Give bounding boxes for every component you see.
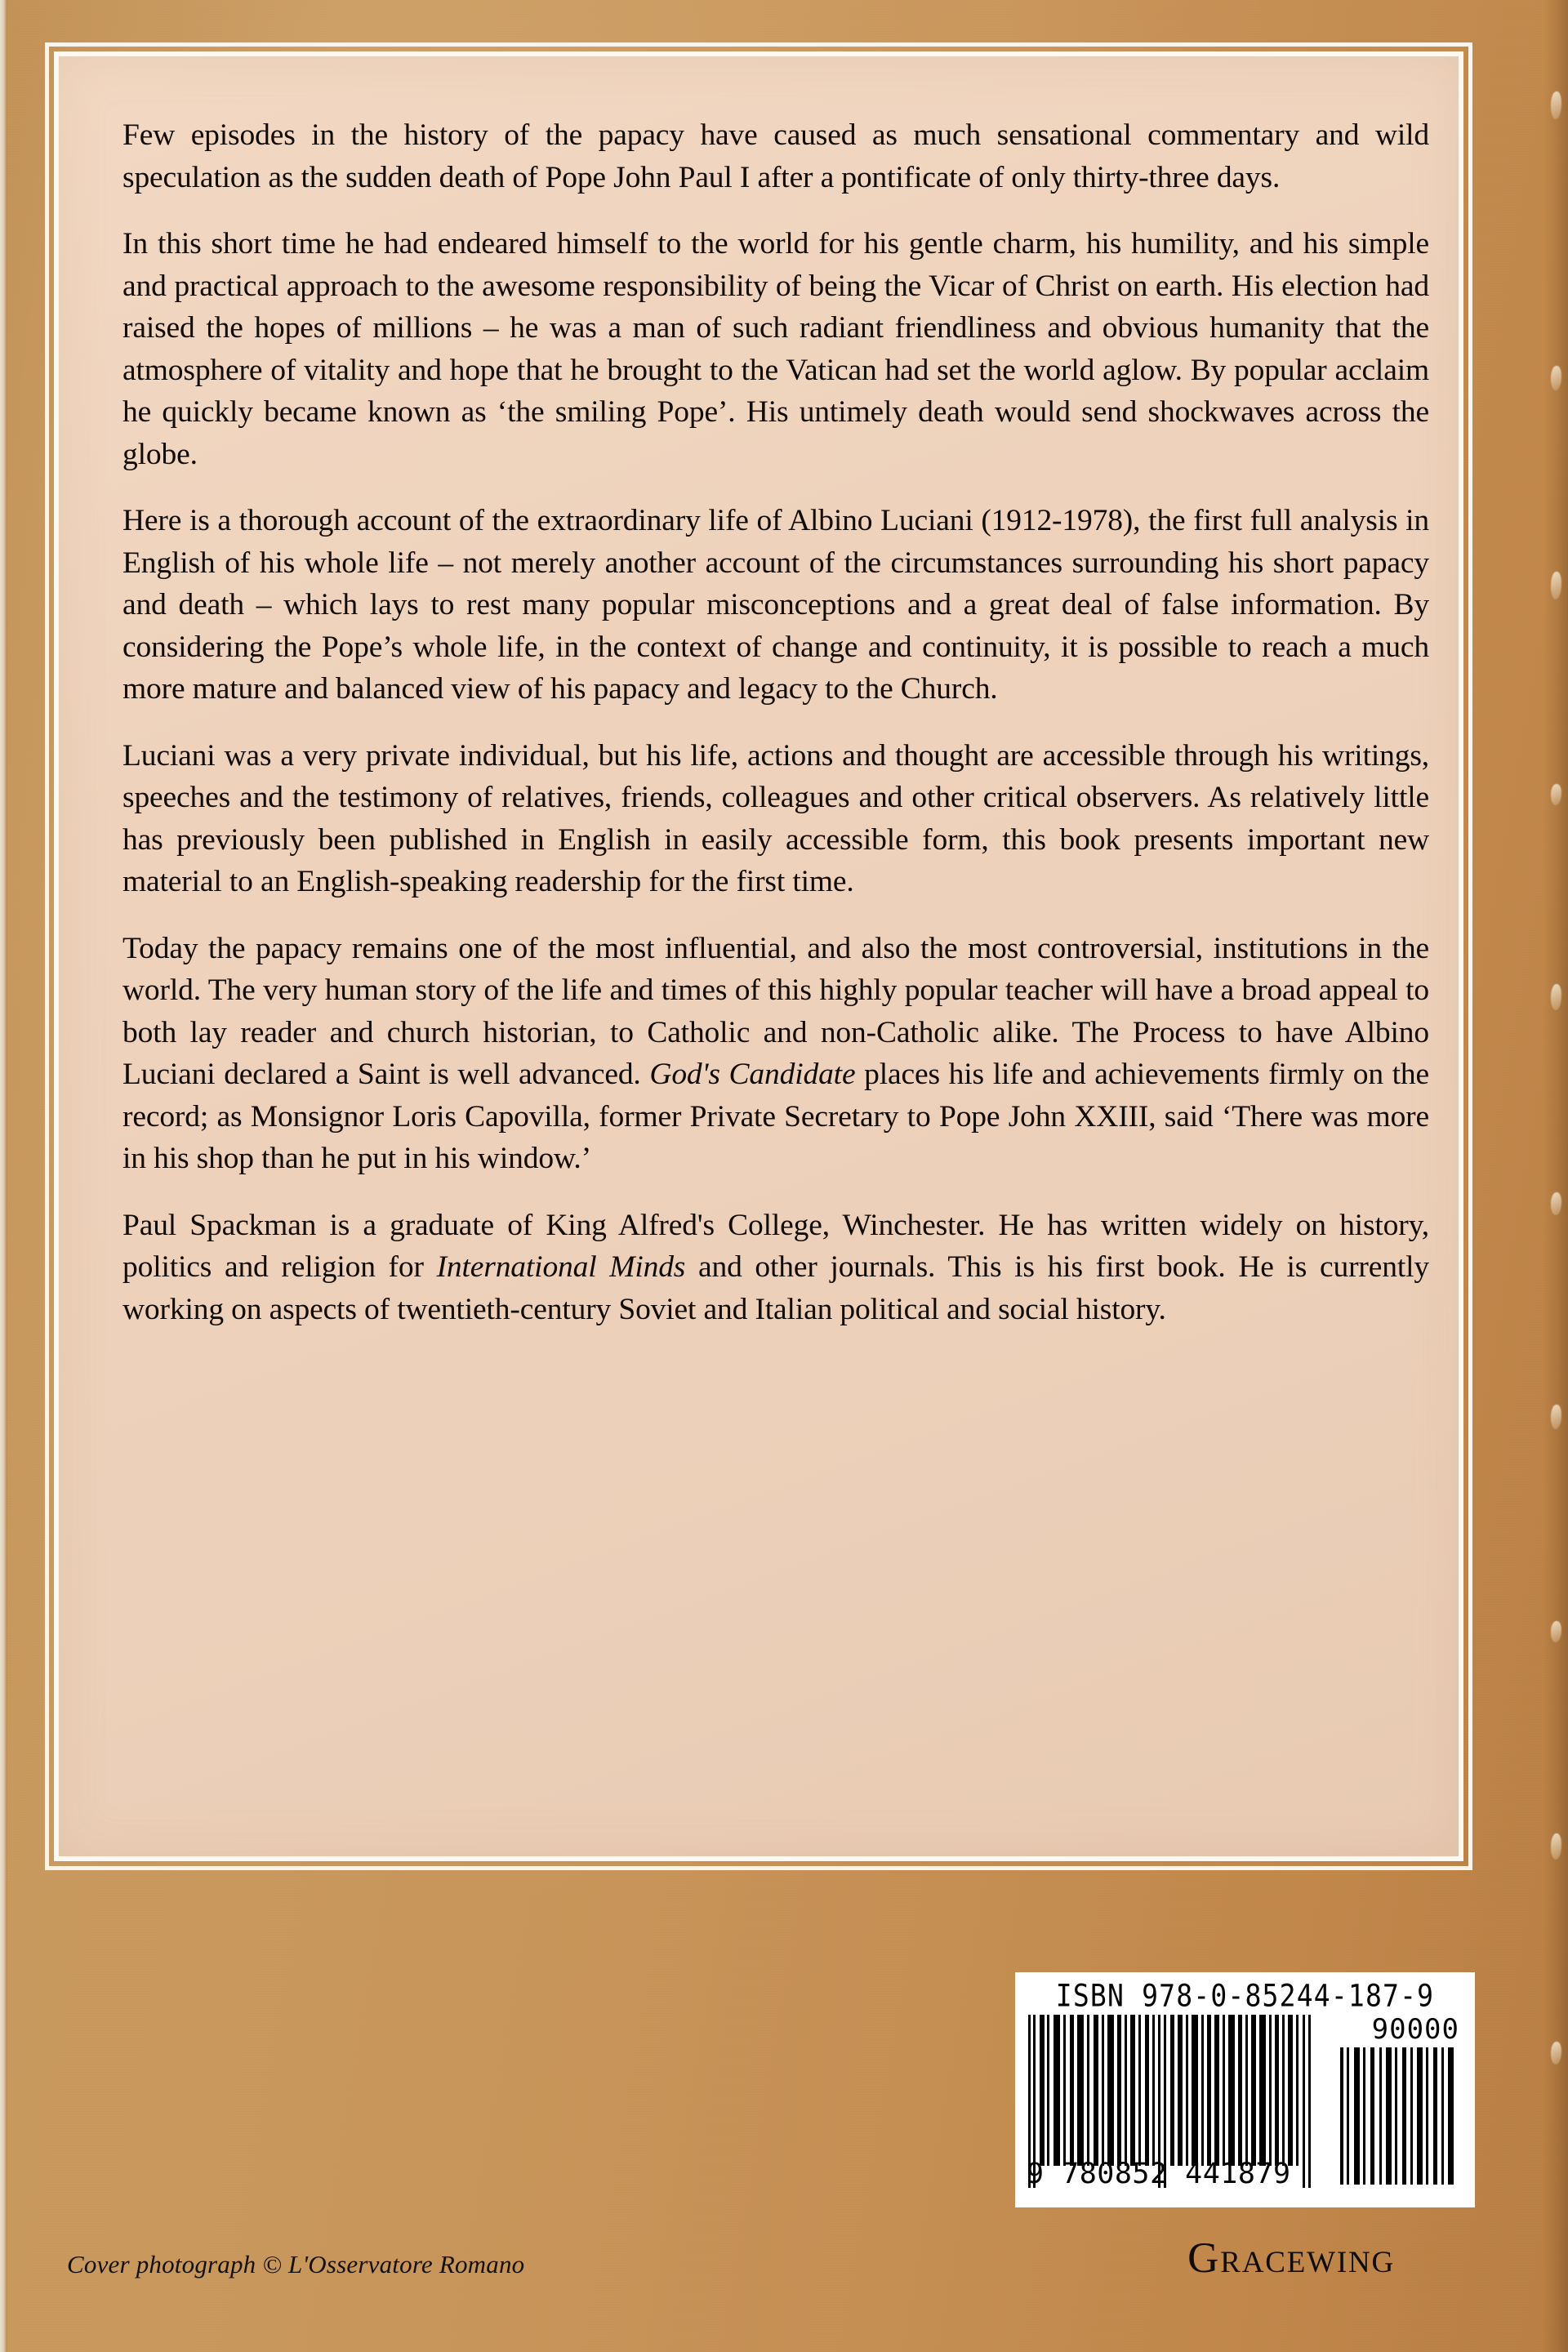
addon-bars-icon — [1339, 2047, 1459, 2185]
blurb-paragraph-2: In this short time he had endeared himself to the world for his gentle charm, his humility, and his simple and practical approach to the awesome responsibility of being the Vicar of Christ on earth. His election had raised the hopes of millions – he was a man of such radiant friendliness and obvious humanity that the atmosphere of vitality and hope that he brought to the Vatican had set the world aglow. By popular acclaim he quickly became known as ‘the smiling Pope’. His untimely death would send shockwaves across the globe. — [122, 227, 1429, 471]
blurb-paragraph-1: Few episodes in the history of the papacy have caused as much sensational commentary and wild speculation as the sudden death of Pope John Paul I after a pontificate of only thirty-three days. — [122, 118, 1429, 194]
blurb-paragraph-4: Luciani was a very private individual, but his life, actions and thought are accessible through his writings, speeches and the testimony of relatives, friends, colleagues and other critical observers. As relatively little has previously been published in English in easily accessible form, this book presents important new material to an English-speaking readership for the first time. — [122, 738, 1429, 898]
journal-title-italic: International Minds — [436, 1250, 686, 1284]
ean13-barcode — [1027, 2015, 1321, 2188]
price-addon-digits: 90000 — [1371, 2013, 1459, 2046]
cover-photograph-credit: Cover photograph © L'Osservatore Romano — [67, 2250, 525, 2278]
blurb-p6-text-before: Paul Spackman is a graduate of King Alfred's College, Winchester. He has written widely on history, politics and religion for — [122, 1208, 1429, 1284]
barcode-addon-group — [1339, 2015, 1459, 2188]
blurb-p5-text-before: Today the papacy remains one of the most influential, and also the most controversial, institutions in the world. The very human story of the life and times of this highly popular teacher will have a broad appeal to both lay reader and church historian, to Catholic and non-Catholic alike. The Process to have Albino Luciani declared a Saint is well advanced. — [122, 931, 1429, 1091]
book-title-italic: God's Candidate — [649, 1058, 856, 1091]
spine-fold-shadow — [1544, 0, 1568, 2352]
blurb-paragraph-6-author-bio — [122, 1205, 1429, 1331]
blurb-paragraph-3: Here is a thorough account of the extraordinary life of Albino Luciani (1912-1978), the first full analysis in English of his whole life – not merely another account of the circumstances surrounding his short papacy and death – which lays to rest many popular misconceptions and a great deal of false information. By considering the Pope’s whole life, in the context of change and continuity, it is possible to reach a much more mature and balanced view of his papacy and legacy to the Church. — [122, 504, 1429, 706]
isbn-barcode-block — [1015, 1972, 1475, 2207]
barcode-graphics-row — [1027, 2015, 1463, 2198]
blurb-p5-text-after: places his life and achievements firmly on the record; as Monsignor Loris Capovilla, former Private Secretary to Pope John XXIII, said ‘There was more in his shop than he put in his window.’ — [122, 1058, 1430, 1175]
page-edge — [0, 0, 7, 2352]
blurb-p6-text-after: and other journals. This is his first book. He is currently working on aspects of twentieth-century Soviet and Italian political and social history. — [122, 1250, 1429, 1326]
blurb-paragraph-5 — [122, 928, 1429, 1180]
publisher-logo-wordmark: Gracewing — [1187, 2234, 1395, 2282]
isbn-number-label: ISBN 978-0-85244-187-9 — [1055, 1977, 1435, 2014]
back-cover-blurb — [122, 114, 1429, 1330]
ean13-human-readable-digits: 9 780852 441879 — [1027, 2158, 1291, 2190]
